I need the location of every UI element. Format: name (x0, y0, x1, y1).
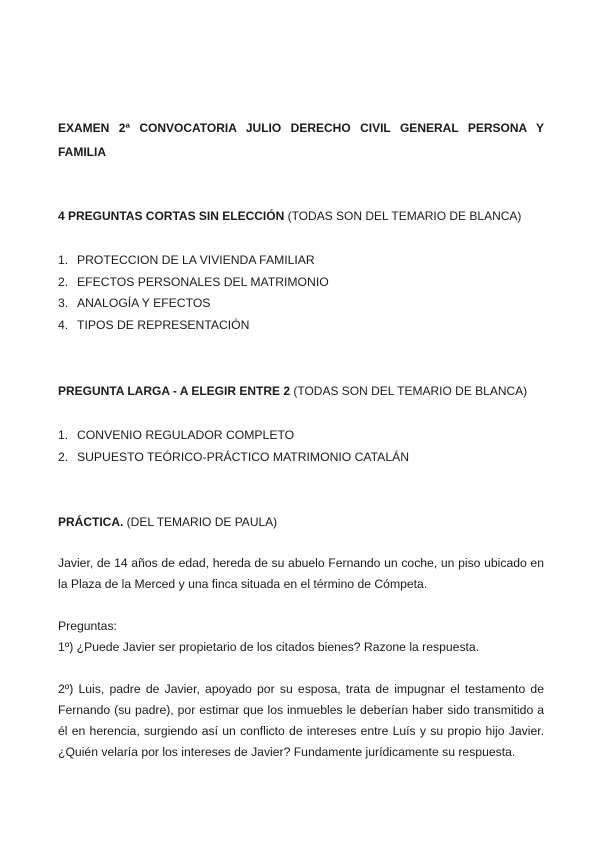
short-questions-heading (58, 209, 544, 223)
list-item (58, 315, 544, 337)
questions-label: Preguntas: (58, 619, 117, 633)
short-questions-list (58, 250, 544, 336)
list-item (58, 272, 544, 294)
practice-case-statement (58, 553, 544, 595)
list-item-number: 4. (58, 317, 69, 332)
practice-heading (58, 515, 544, 529)
practice-heading-note: (DEL TEMARIO DE PAULA) (123, 515, 278, 529)
long-question-list (58, 425, 544, 468)
list-item-text: ANALOGÍA Y EFECTOS (77, 296, 211, 310)
exam-title-line-1: EXAMEN 2ª CONVOCATORIA JULIO DERECHO CIVIL GENERAL PERSONA Y (58, 121, 544, 135)
long-question-heading (58, 384, 544, 398)
case-line: la Plaza de la Merced y una finca situada en el término de Cómpeta. (58, 577, 428, 591)
list-item (58, 250, 544, 272)
question-2-line: Fernando (su padre), por estimar que los inmuebles le deberían haber sido transmitido a (58, 703, 544, 717)
question-1: 1º) ¿Puede Javier ser propietario de los citados bienes? Razone la respuesta. (58, 640, 480, 654)
list-item-number: 2. (58, 449, 69, 464)
list-item (58, 293, 544, 315)
list-item-text: SUPUESTO TEÓRICO-PRÁCTICO MATRIMONIO CATALÁN (77, 449, 410, 464)
list-item-text: CONVENIO REGULADOR COMPLETO (77, 428, 295, 442)
practice-heading-bold: PRÁCTICA. (58, 515, 124, 529)
list-item-text: TIPOS DE REPRESENTACIÓN (77, 317, 250, 332)
question-2-line: ¿Quién velaría por los intereses de Javier? Fundamente jurídicamente su respuesta. (58, 745, 516, 759)
question-2-line: él en herencia, surgiendo así un conflicto de intereses entre Luís y su propio hijo Javier. (58, 724, 544, 738)
exam-title (58, 116, 544, 164)
list-item-text: PROTECCION DE LA VIVIENDA FAMILIAR (77, 253, 315, 267)
question-2-line: 2º) Luis, padre de Javier, apoyado por su esposa, trata de impugnar el testamento de (58, 682, 544, 696)
list-item (58, 425, 544, 447)
list-item-number: 1. (58, 428, 69, 442)
case-line: Javier, de 14 años de edad, hereda de su abuelo Fernando un coche, un piso ubicado en (58, 556, 544, 570)
short-questions-heading-bold: 4 PREGUNTAS CORTAS SIN ELECCIÓN (58, 209, 285, 223)
list-item-number: 2. (58, 274, 69, 289)
list-item-number: 3. (58, 296, 69, 310)
long-question-heading-note: (TODAS SON DEL TEMARIO DE BLANCA) (290, 384, 528, 398)
question-2 (58, 679, 544, 763)
list-item-text: EFECTOS PERSONALES DEL MATRIMONIO (77, 274, 329, 289)
short-questions-heading-note: (TODAS SON DEL TEMARIO DE BLANCA) (284, 209, 522, 223)
exam-title-line-2: FAMILIA (58, 145, 106, 159)
list-item-number: 1. (58, 253, 69, 267)
long-question-heading-bold: PREGUNTA LARGA - A ELEGIR ENTRE 2 (58, 384, 291, 398)
list-item (58, 447, 544, 469)
